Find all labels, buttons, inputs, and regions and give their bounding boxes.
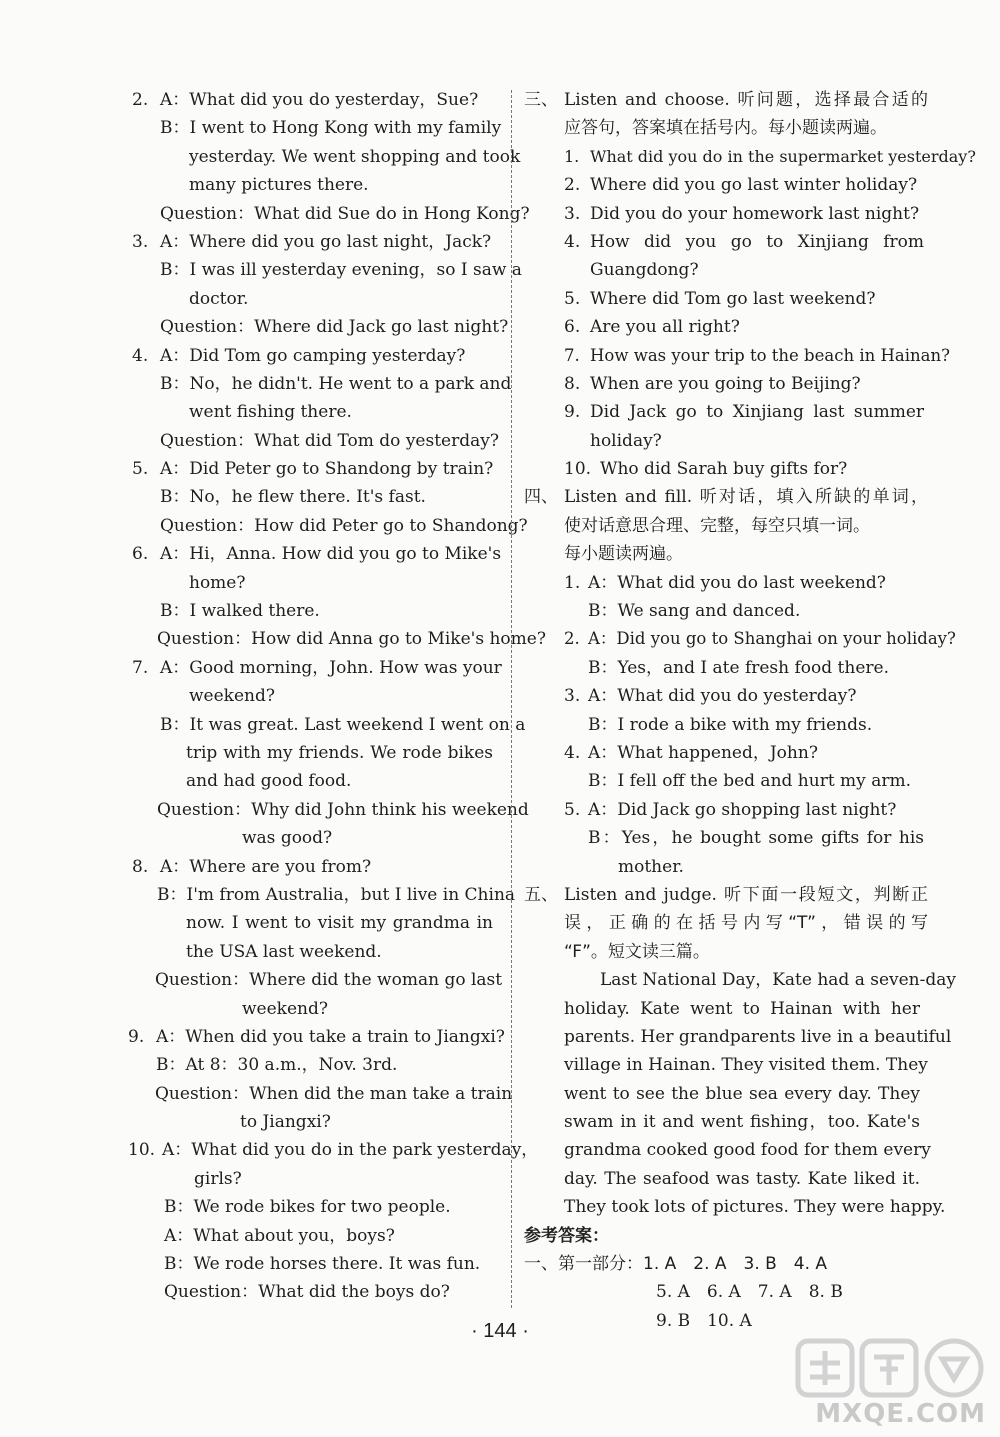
question-text: Question：How did Anna go to Mike's home? — [157, 629, 546, 650]
section-number: 三、 — [524, 90, 558, 110]
text-line — [124, 455, 500, 483]
text-line — [524, 711, 928, 739]
text-line — [524, 767, 928, 795]
text-line — [124, 966, 503, 994]
line-text: Did Jack go to Xinjiang last summer — [590, 402, 924, 423]
text-line — [124, 796, 529, 824]
item-number: 1. — [564, 146, 580, 166]
line-text: B：No，he didn't. He went to a park and — [160, 373, 512, 394]
line-text: B：I'm from Australia，but I live in China — [157, 884, 516, 905]
question-text: Question：What did Tom do yesterday? — [160, 430, 499, 451]
item-number: 4. — [564, 231, 581, 252]
line-text: yesterday. We went shopping and took — [189, 146, 521, 167]
line-text: How was your trip to the beach in Hainan? — [590, 345, 950, 365]
item-number: 2. — [564, 175, 581, 196]
text-line — [524, 739, 928, 767]
answer-key-heading — [524, 1222, 928, 1250]
line-text: B：Yes，and I ate fresh food there. — [588, 657, 889, 678]
text-line — [124, 625, 546, 653]
text-line — [124, 1080, 513, 1108]
line-text: home? — [189, 572, 246, 593]
line-text: weekend? — [242, 998, 328, 1019]
question-text: Question：Why did John think his weekend — [157, 799, 529, 820]
question-text: Question：When did the man take a train — [155, 1083, 513, 1104]
item-number: 4. — [564, 742, 581, 763]
text-line — [124, 342, 500, 370]
text-line — [124, 370, 512, 398]
text-line — [124, 597, 500, 625]
text-line — [524, 427, 928, 455]
text-line — [524, 370, 928, 398]
line-text: and had good food. — [186, 771, 352, 792]
line-text: Last National Day，Kate had a seven-day — [600, 970, 956, 991]
text-line — [124, 909, 500, 937]
line-text: swam in it and went fishing，too. Kate's — [564, 1112, 920, 1133]
line-text: What did you do in the supermarket yesterday? — [590, 146, 976, 166]
line-text: They took lots of pictures. They were happy. — [564, 1197, 946, 1218]
line-text: A：Did Jack go shopping last night? — [588, 799, 897, 820]
line-text: A：Where did you go last night，Jack? — [160, 231, 492, 252]
item-number: 10. — [564, 459, 592, 480]
text-line — [524, 512, 928, 540]
line-text: Listen and choose. 听问题，选择最合适的 — [564, 90, 928, 110]
text-line — [124, 1108, 500, 1136]
passage-line — [524, 1136, 931, 1164]
text-line — [524, 597, 928, 625]
text-line — [524, 540, 928, 568]
line-text: B：I walked there. — [160, 601, 320, 622]
text-line — [124, 739, 500, 767]
text-line — [124, 767, 500, 795]
item-number: 6. — [132, 544, 149, 565]
passage-line — [524, 1108, 928, 1136]
line-text: Where did you go last winter holiday? — [590, 175, 918, 196]
item-number: 4. — [132, 345, 149, 366]
item-number: 2. — [564, 629, 580, 649]
text-line — [524, 824, 928, 852]
text-line — [124, 143, 521, 171]
right-column — [524, 86, 976, 1335]
line-text: mother. — [618, 856, 684, 877]
section-heading-4 — [524, 483, 928, 511]
answer-line — [524, 1278, 928, 1306]
line-text: Where did Tom go last weekend? — [590, 288, 876, 309]
left-column — [124, 86, 546, 1307]
line-text: B：I was ill yesterday evening，so I saw a — [160, 260, 522, 281]
line-text: B：We rode bikes for two people. — [164, 1197, 451, 1218]
text-line — [524, 398, 928, 426]
text-line — [124, 1023, 505, 1051]
line-text: A：What about you，boys? — [164, 1225, 395, 1246]
section-heading-5 — [524, 881, 928, 909]
text-line — [124, 171, 500, 199]
text-line — [124, 682, 500, 710]
item-number: 8. — [564, 373, 581, 394]
text-line — [124, 313, 509, 341]
passage-line — [524, 1023, 952, 1051]
line-text: B：I fell off the bed and hurt my arm. — [588, 771, 911, 792]
text-line — [124, 1222, 500, 1250]
line-text: A：What did you do in the park yesterday， — [162, 1140, 539, 1161]
text-line — [524, 796, 928, 824]
line-text: doctor. — [189, 288, 249, 309]
item-number: 5. — [564, 799, 581, 820]
line-text: grandma cooked good food for them every — [564, 1140, 931, 1161]
text-line — [524, 285, 928, 313]
text-line — [124, 1051, 500, 1079]
item-number: 2. — [132, 90, 149, 110]
text-line — [124, 1278, 500, 1306]
line-text: to Jiangxi? — [240, 1112, 331, 1133]
text-line — [124, 824, 500, 852]
text-line — [524, 909, 928, 937]
line-text: A：What happened，John? — [588, 742, 818, 763]
line-text: day. The seafood was tasty. Kate liked it. — [564, 1168, 920, 1189]
text-line — [524, 313, 928, 341]
text-line — [124, 1193, 500, 1221]
line-text: A：Where are you from? — [160, 856, 372, 877]
text-line — [524, 171, 928, 199]
line-text: A：Good morning，John. How was your — [160, 657, 502, 678]
line-text: 每小题读两遍。 — [564, 544, 683, 565]
text-line — [524, 938, 928, 966]
section-heading-3 — [524, 86, 928, 114]
answer-line — [524, 1250, 928, 1278]
line-text: was good? — [242, 828, 333, 849]
line-text: village in Hainan. They visited them. They — [564, 1055, 928, 1076]
line-text: B：It was great. Last weekend I went on a — [160, 714, 526, 735]
line-text: 9. B 10. A — [656, 1310, 752, 1331]
text-line — [524, 682, 928, 710]
text-line — [124, 285, 500, 313]
line-text: Did you do your homework last night? — [590, 203, 920, 224]
text-line — [524, 569, 928, 597]
line-text: holiday. Kate went to Hainan with her — [564, 998, 920, 1019]
item-number: 6. — [564, 317, 581, 338]
item-number: 10. — [128, 1140, 156, 1161]
text-line — [124, 114, 500, 142]
passage-line — [524, 995, 928, 1023]
text-line — [524, 342, 950, 370]
item-number: 3. — [564, 686, 581, 707]
text-line — [524, 455, 928, 483]
question-text: Question：How did Peter go to Shandong? — [160, 515, 528, 536]
item-number: 1. — [564, 572, 581, 593]
text-line — [524, 143, 976, 171]
page-number: · 144 · — [471, 1320, 529, 1342]
line-text: trip with my friends. We rode bikes — [186, 742, 493, 763]
item-number: 8. — [132, 856, 149, 877]
text-line — [524, 654, 928, 682]
line-text: Listen and fill. 听对话，填入所缺的单词， — [564, 487, 928, 508]
text-line — [124, 512, 528, 540]
text-line — [524, 625, 956, 653]
item-number: 9. — [564, 402, 581, 423]
line-text: A：What did you do last weekend? — [588, 572, 886, 593]
line-text: A：Did Tom go camping yesterday? — [160, 345, 466, 366]
line-text: B：At 8：30 a.m.，Nov. 3rd. — [156, 1055, 398, 1076]
line-text: Guangdong? — [590, 260, 699, 281]
line-text: 误，正确的在括号内写“T”，错误的写 — [564, 913, 928, 934]
line-text: parents. Her grandparents live in a beautiful — [564, 1026, 952, 1047]
line-text: 参考答案： — [524, 1225, 609, 1246]
text-line — [124, 398, 500, 426]
line-text: went to see the blue sea every day. They — [564, 1083, 920, 1104]
line-text: A：What did you do yesterday，Sue? — [160, 90, 479, 110]
item-number: 7. — [132, 657, 149, 678]
line-text: the USA last weekend. — [186, 941, 382, 962]
text-line — [124, 1165, 500, 1193]
line-text: 使对话意思合理、完整，每空只填一词。 — [564, 515, 870, 536]
line-text: 5. A 6. A 7. A 8. B — [656, 1282, 843, 1303]
line-text: Listen and judge. 听下面一段短文，判断正 — [564, 884, 928, 905]
line-text: went fishing there. — [189, 402, 352, 423]
line-text: now. I went to visit my grandma in — [186, 913, 493, 934]
watermark-site-text: MXQE.COM — [815, 1399, 986, 1429]
text-line — [124, 711, 526, 739]
line-text: B：We rode horses there. It was fun. — [164, 1254, 481, 1275]
item-number: 9. — [128, 1026, 145, 1047]
line-text: B：We sang and danced. — [588, 601, 801, 622]
line-text: girls? — [194, 1168, 242, 1189]
line-text: weekend? — [189, 686, 275, 707]
question-text: Question：What did Sue do in Hong Kong? — [160, 203, 530, 224]
passage-line — [524, 1193, 946, 1221]
item-number: 3. — [564, 203, 581, 224]
line-text: How did you go to Xinjiang from — [590, 231, 924, 252]
item-number: 5. — [564, 288, 581, 309]
watermark-logo-icon — [790, 1333, 986, 1403]
item-number: 7. — [564, 345, 580, 365]
line-text: 应答句，答案填在括号内。每小题读两遍。 — [564, 118, 887, 139]
line-text: Are you all right? — [590, 317, 740, 338]
text-line — [124, 200, 530, 228]
line-text: A：Did you go to Shanghai on your holiday? — [588, 629, 956, 649]
line-text: 一、第一部分：1. A 2. A 3. B 4. A — [524, 1254, 828, 1275]
text-line — [524, 200, 928, 228]
line-text: “F”。短文读三篇。 — [564, 941, 710, 962]
line-text: A：What did you do yesterday? — [588, 686, 857, 707]
text-line — [524, 114, 928, 142]
passage-line — [524, 966, 956, 994]
text-line — [124, 483, 500, 511]
line-text: B：Yes，he bought some gifts for his — [588, 828, 924, 849]
line-text: A：Did Peter go to Shandong by train? — [160, 459, 494, 480]
item-number: 5. — [132, 459, 149, 480]
line-text: Who did Sarah buy gifts for? — [600, 459, 848, 480]
line-text: A：Hi，Anna. How did you go to Mike's — [160, 544, 502, 565]
text-line — [124, 540, 500, 568]
text-line — [124, 228, 500, 256]
column-divider — [511, 90, 512, 1308]
passage-line — [524, 1051, 928, 1079]
text-line — [524, 228, 928, 256]
passage-line — [524, 1165, 928, 1193]
line-text: When are you going to Beijing? — [590, 373, 861, 394]
text-line — [524, 256, 928, 284]
text-line — [124, 881, 516, 909]
line-text: many pictures there. — [189, 175, 369, 196]
line-text: A：When did you take a train to Jiangxi? — [156, 1026, 505, 1047]
line-text: B：No，he flew there. It's fast. — [160, 487, 426, 508]
text-line — [124, 938, 500, 966]
text-line — [124, 1136, 539, 1164]
watermark-logo — [790, 1333, 986, 1429]
item-number: 3. — [132, 231, 149, 252]
text-line — [124, 654, 500, 682]
section-number: 四、 — [524, 487, 558, 508]
line-text: B：I went to Hong Kong with my family — [160, 118, 502, 139]
section-number: 五、 — [524, 884, 558, 905]
text-line — [124, 1250, 500, 1278]
question-text: Question：Where did Jack go last night? — [160, 317, 509, 338]
text-line — [124, 86, 500, 114]
passage-line — [524, 1080, 928, 1108]
question-text: Question：What did the boys do? — [164, 1282, 450, 1303]
line-text: B：I rode a bike with my friends. — [588, 714, 873, 735]
text-line — [124, 853, 500, 881]
text-line — [124, 256, 522, 284]
text-line — [524, 853, 928, 881]
text-line — [124, 427, 500, 455]
text-line — [124, 995, 500, 1023]
question-text: Question：Where did the woman go last — [155, 970, 503, 991]
text-line — [124, 569, 500, 597]
line-text: holiday? — [590, 430, 662, 451]
